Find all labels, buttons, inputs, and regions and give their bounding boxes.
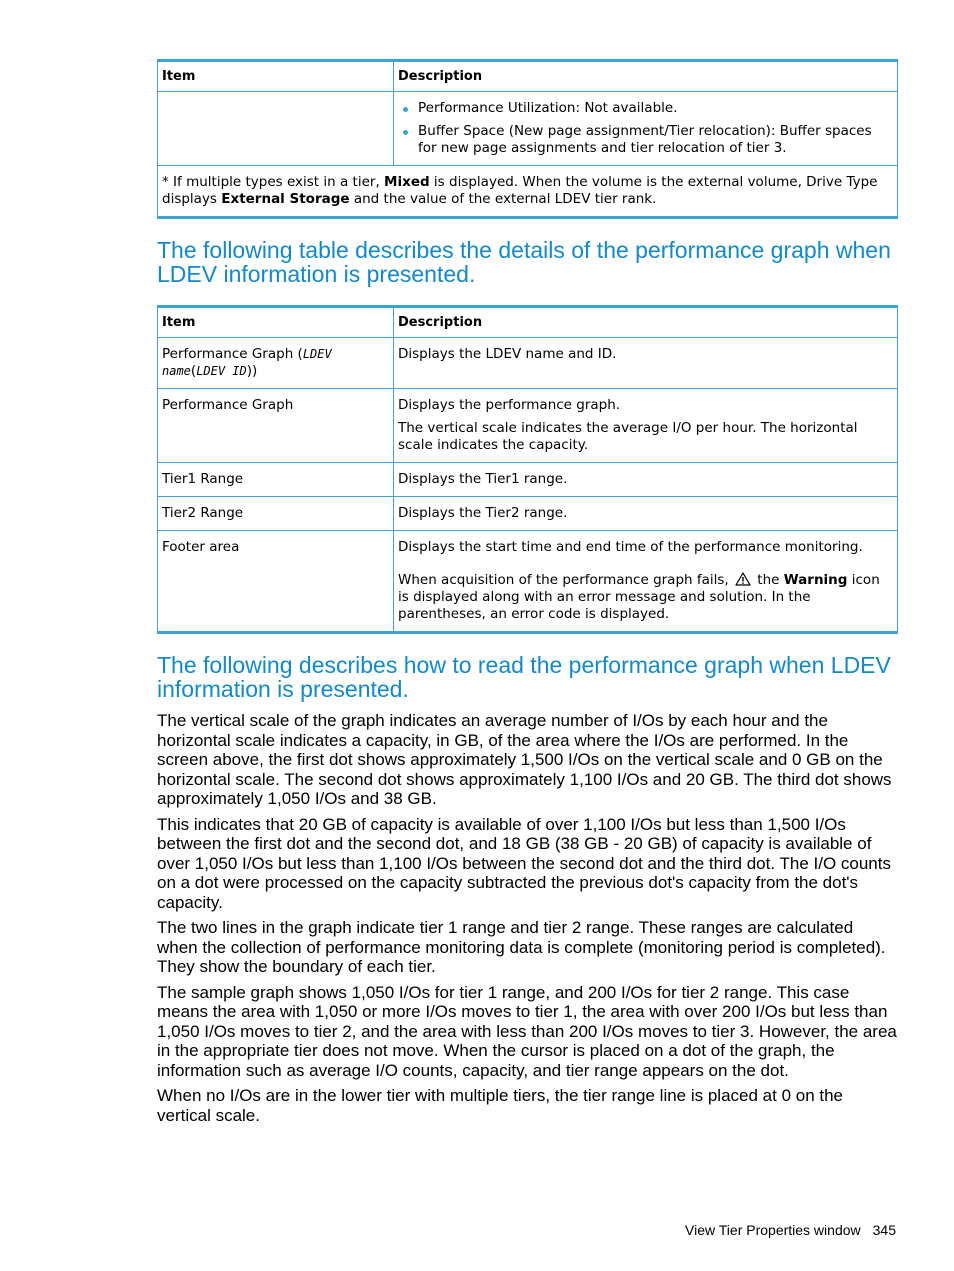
- section-heading-read-graph: The following describes how to read the performance graph when LDEV information is presented.: [157, 652, 891, 702]
- body-text: [157, 711, 897, 1125]
- table-note: [158, 166, 898, 218]
- item-text: Performance Graph (: [162, 346, 303, 362]
- paragraph: The two lines in the graph indicate tier 1 range and tier 2 range. These ranges are calculated when the collection of performance monitoring data is complete (monitoring period is completed). They show the boundary of each tier.: [157, 918, 886, 976]
- note-text: is displayed. When the volume is the external volume, Drive Type displays: [162, 174, 878, 207]
- paragraph: The vertical scale of the graph indicates an average number of I/Os by each hour and the horizontal scale indicates a capacity, in GB, of the area where the I/Os are performed. In the screen above, the first dot shows approximately 1,500 I/Os on the vertical scale and 0 GB on the horizontal scale. The second dot shows approximately 1,100 I/Os and 20 GB. The third dot shows approximately 1,050 I/Os and 38 GB.: [157, 711, 892, 808]
- item-cell: Tier1 Range: [158, 463, 394, 497]
- table-row: [158, 389, 898, 463]
- item-cell: Performance Graph: [158, 389, 394, 463]
- table-row: [158, 463, 898, 497]
- page-content: [157, 59, 897, 1131]
- description-text-part: When acquisition of the performance graph fails,: [398, 572, 734, 588]
- column-header-description: Description: [394, 307, 898, 338]
- description-cell: [394, 389, 898, 463]
- table-row: [158, 531, 898, 633]
- item-cell: Footer area: [158, 531, 394, 633]
- table-row: [158, 497, 898, 531]
- item-text: )): [246, 363, 258, 379]
- description-text-part: the: [753, 572, 784, 588]
- item-cell: [158, 92, 394, 166]
- description-cell: Displays the Tier1 range.: [394, 463, 898, 497]
- item-variable-ldev-name: LDEV name: [162, 347, 332, 378]
- warning-icon: [735, 572, 751, 586]
- description-text: [398, 572, 893, 623]
- section-heading-graph-details: The following table describes the details of the performance graph when LDEV information is presented.: [157, 237, 891, 287]
- description-text: Displays the performance graph.: [398, 397, 621, 413]
- table-header-row: [158, 307, 898, 338]
- note-text: and the value of the external LDEV tier rank.: [349, 191, 657, 207]
- page-footer: [685, 1222, 896, 1238]
- paragraph: This indicates that 20 GB of capacity is available of over 1,100 I/Os but less than 1,500 I/Os between the first dot and the second dot, and 18 GB (38 GB - 20 GB) of capacity is available of over 1,050 I/Os but less than 1,100 I/Os between the second dot and the third dot. The I/O counts on a dot were processed on the capacity subtracted the previous dot's capacity from the dot's capacity.: [157, 814, 891, 912]
- page-number: 345: [872, 1222, 896, 1238]
- footer-title: View Tier Properties window: [685, 1222, 861, 1238]
- description-text: Displays the start time and end time of the performance monitoring.: [398, 539, 863, 555]
- item-text: (: [190, 363, 197, 379]
- description-cell: [394, 531, 898, 633]
- note-text: * If multiple types exist in a tier,: [162, 174, 385, 190]
- table-row: [158, 92, 898, 166]
- tier-details-table-continued: [157, 59, 898, 219]
- item-cell: Tier2 Range: [158, 497, 394, 531]
- column-header-description: Description: [394, 61, 898, 92]
- table-note-row: [158, 166, 898, 218]
- note-bold-mixed: Mixed: [384, 174, 430, 190]
- item-cell: [158, 338, 394, 389]
- column-header-item: Item: [158, 61, 394, 92]
- list-item: Buffer Space (New page assignment/Tier relocation): Buffer spaces for new page assignments and tier relocation of tier 3.: [418, 123, 893, 157]
- description-bold-warning: Warning: [783, 572, 848, 588]
- note-bold-external-storage: External Storage: [221, 191, 350, 207]
- paragraph: The sample graph shows 1,050 I/Os for tier 1 range, and 200 I/Os for tier 2 range. This case means the area with 1,050 or more I/Os moves to tier 1, the area with over 200 I/Os but less than 1,050 I/Os moves to tier 2, and the area with less than 200 I/Os moves to tier 3. However, the area in the appropriate tier does not move. When the cursor is placed on a dot of the graph, the information such as average I/O counts, capacity, and tier range appears on the dot.: [157, 982, 897, 1080]
- table-row: [158, 338, 898, 389]
- performance-graph-table: [157, 305, 898, 634]
- list-item: Performance Utilization: Not available.: [418, 100, 893, 117]
- description-cell: Displays the Tier2 range.: [394, 497, 898, 531]
- table-header-row: [158, 61, 898, 92]
- description-cell: [394, 92, 898, 166]
- description-text: The vertical scale indicates the average I/O per hour. The horizontal scale indicates the capacity.: [398, 420, 858, 453]
- bullet-list: [398, 100, 893, 157]
- description-text-part: icon is displayed along with an error message and solution. In the parentheses, an error code is displayed.: [398, 572, 880, 622]
- item-variable-ldev-id: LDEV ID: [196, 364, 247, 378]
- column-header-item: Item: [158, 307, 394, 338]
- description-cell: Displays the LDEV name and ID.: [394, 338, 898, 389]
- paragraph: When no I/Os are in the lower tier with multiple tiers, the tier range line is placed at 0 on the vertical scale.: [157, 1086, 844, 1125]
